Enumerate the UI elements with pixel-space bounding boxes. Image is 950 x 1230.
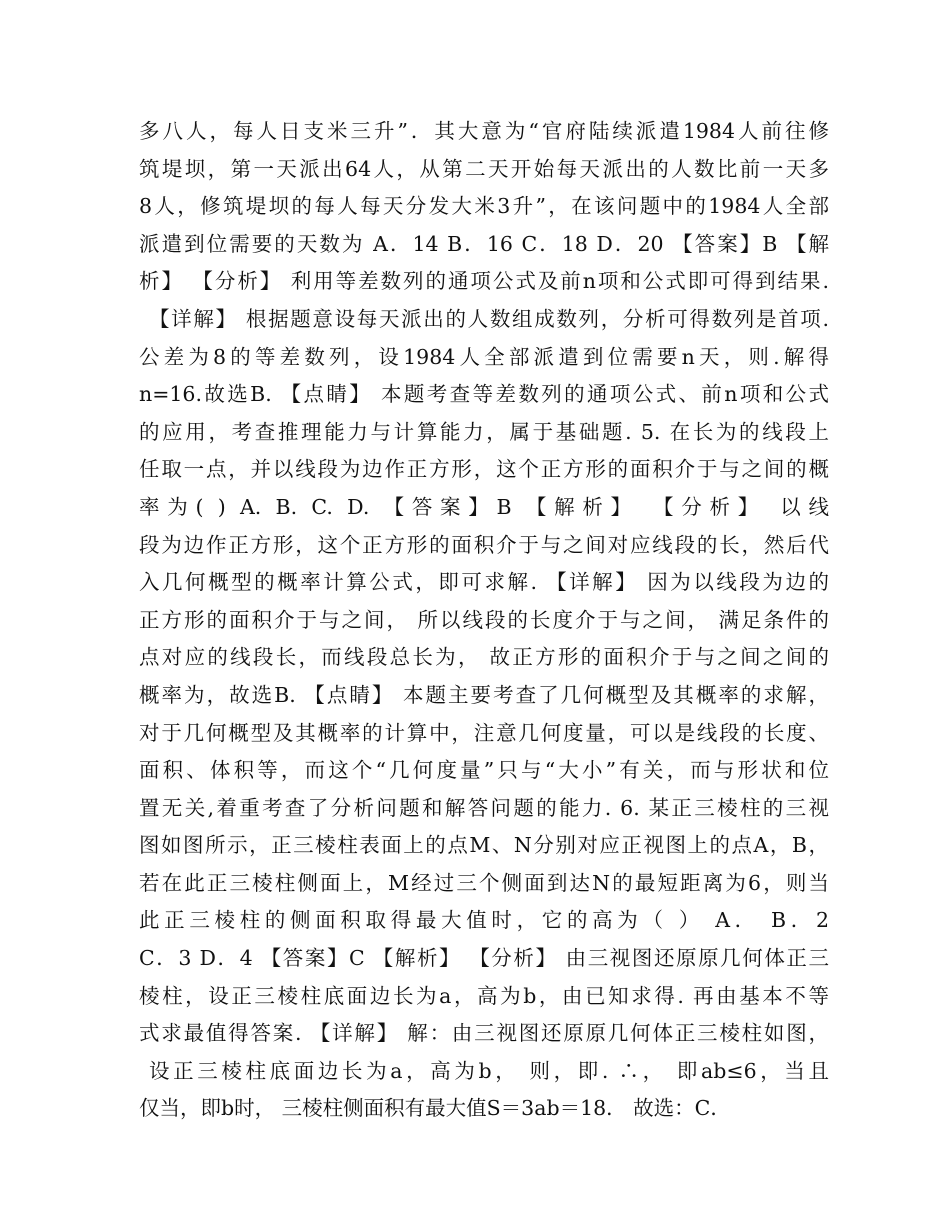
text-line: 棱柱，设正三棱柱底面边长为a，高为b，由已知求得. 再由基本不等 xyxy=(139,983,829,1008)
document-body xyxy=(139,113,829,1128)
text-line: 【详解】 根据题意设每天派出的人数组成数列，分析可得数列是首项. xyxy=(149,306,829,331)
text-line: 置无关,着重考查了分析问题和解答问题的能力. 6. 某正三棱柱的三视 xyxy=(139,795,829,820)
text-line: 段为边作正方形，这个正方形的面积介于与之间对应线段的长，然后代 xyxy=(139,532,829,557)
text-line: 概率为，故选B. 【点睛】 本题主要考查了几何概型及其概率的求解， xyxy=(139,682,829,707)
text-line: 析】 【分析】 利用等差数列的通项公式及前n项和公式即可得到结果. xyxy=(139,269,829,294)
text-line: 点对应的线段长，而线段总长为， 故正方形的面积介于与之间之间的 xyxy=(139,645,829,670)
text-line: 率为( ) A. B. C. D. 【答案】B 【解析】 【分析】 以线 xyxy=(139,494,829,519)
text-line: C．3 D．4 【答案】C 【解析】 【分析】 由三视图还原原几何体正三 xyxy=(139,946,829,971)
text-line: 若在此正三棱柱侧面上，M经过三个侧面到达N的最短距离为6，则当 xyxy=(139,870,829,895)
text-line: 8人，修筑堤坝的每人每天分发大米3升”，在该问题中的1984人全部 xyxy=(139,194,829,219)
text-line: 仅当，即b时， 三棱柱侧面积有最大值S＝3ab＝18． 故选：C． xyxy=(139,1096,731,1121)
text-line: 此正三棱柱的侧面积取得最大值时，它的高为（ ） A． B．2 xyxy=(139,908,829,933)
text-line: 的应用，考查推理能力与计算能力，属于基础题. 5. 在长为的线段上 xyxy=(139,419,829,444)
text-line: 派遣到位需要的天数为 A．14 B．16 C．18 D．20 【答案】B 【解 xyxy=(139,231,829,256)
text-line: 面积、体积等，而这个“几何度量”只与“大小”有关，而与形状和位 xyxy=(139,758,829,783)
text-line: 图如图所示，正三棱柱表面上的点M、N分别对应正视图上的点A，B， xyxy=(139,833,829,858)
text-line: 对于几何概型及其概率的计算中，注意几何度量，可以是线段的长度、 xyxy=(139,720,829,745)
text-line: 入几何概型的概率计算公式，即可求解. 【详解】 因为以线段为边的 xyxy=(139,570,829,595)
text-line: 式求最值得答案. 【详解】 解：由三视图还原原几何体正三棱柱如图， xyxy=(139,1021,829,1046)
text-line: 任取一点，并以线段为边作正方形，这个正方形的面积介于与之间的概 xyxy=(139,457,829,482)
text-line: 公差为8的等差数列，设1984人全部派遣到位需要n天，则.解得 xyxy=(139,344,829,369)
text-line: 多八人，每人日支米三升”．其大意为“官府陆续派遣1984人前往修 xyxy=(139,119,829,143)
text-line: n=16.故选B. 【点睛】 本题考查等差数列的通项公式、前n项和公式 xyxy=(139,382,829,407)
text-line: 筑堤坝，第一天派出64人，从第二天开始每天派出的人数比前一天多 xyxy=(139,156,829,181)
text-line: 设正三棱柱底面边长为a，高为b， 则，即. ∴， 即ab≤6，当且 xyxy=(149,1058,829,1083)
text-line: 正方形的面积介于与之间， 所以线段的长度介于与之间， 满足条件的 xyxy=(139,607,829,632)
